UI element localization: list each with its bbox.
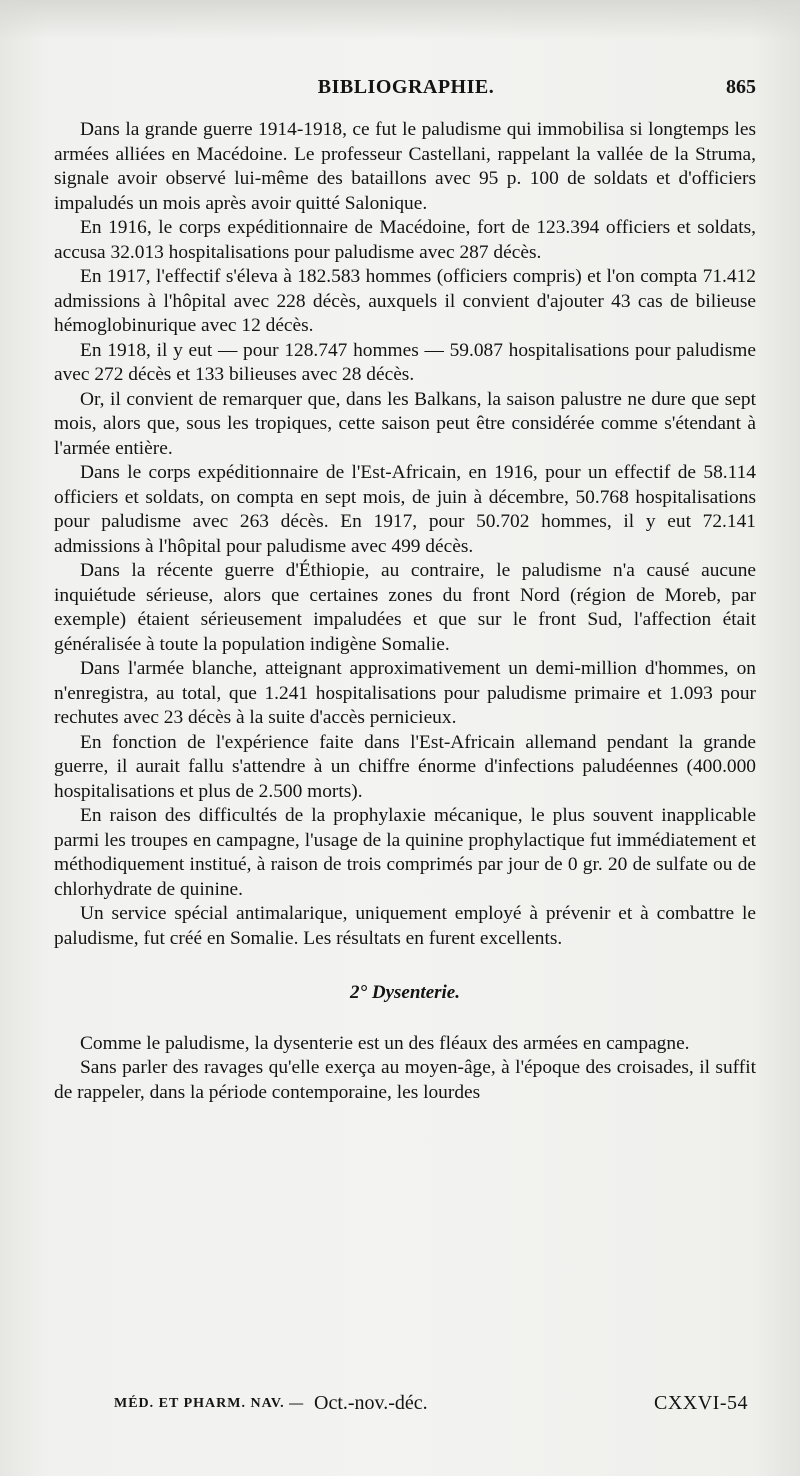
- paragraph: Sans parler des ravages qu'elle exerça au moyen-âge, à l'époque des croisades, il suffit de rappeler, dans la période contemporaine, les lourdes: [54, 1057, 756, 1103]
- issue-period: Oct.-nov.-déc.: [314, 1392, 428, 1414]
- running-title: BIBLIOGRAPHIE.: [317, 76, 495, 98]
- page-top-shadow: [0, 0, 800, 40]
- paragraph: Or, il convient de remarquer que, dans les Balkans, la saison palustre ne dure que sept mois, alors que, sous les tropiques, cette saison peut être considérée comme s'étendant à l'armée entière.: [54, 388, 756, 459]
- section-title: 2° Dysenterie.: [350, 982, 460, 1003]
- page-body: [54, 118, 756, 1105]
- paragraph: En raison des difficultés de la prophylaxie mécanique, le plus souvent inapplicable parmi les troupes en campagne, l'usage de la quinine prophylactique fut immédiatement et méthodiquement institué, à raison de trois comprimés par jour de 0 gr. 20 de sulfate ou de chlorhydrate de quinine.: [54, 805, 756, 900]
- journal-abbreviation: MÉD. ET PHARM. NAV. —: [114, 1396, 305, 1411]
- page-footer: [114, 1392, 756, 1422]
- paragraph: Dans la récente guerre d'Éthiopie, au contraire, le paludisme n'a causé aucune inquiétude sérieuse, alors que certaines zones du front Nord (région de Moreb, par exemple) étaient sérieusement impaludées et que sur le front Sud, l'affection était généralisée à toute la population indigène Somalie.: [54, 560, 756, 655]
- paragraph: En 1917, l'effectif s'éleva à 182.583 hommes (officiers compris) et l'on compta 71.412 admissions à l'hôpital avec 228 décès, auxquels il convient d'ajouter 43 cas de bilieuse hémoglobinurique avec 12 décès.: [54, 266, 756, 336]
- paragraph: Un service spécial antimalarique, uniquement employé à prévenir et à combattre le paludisme, fut créé en Somalie. Les résultats en furent excellents.: [54, 903, 756, 949]
- page-header: [56, 76, 756, 106]
- paragraph: En 1918, il y eut — pour 128.747 hommes — 59.087 hospitalisations pour paludisme avec 272 décès et 133 bilieuses avec 28 décès.: [54, 339, 756, 385]
- volume-number: CXXVI-54: [654, 1392, 748, 1414]
- paragraph: En fonction de l'expérience faite dans l'Est-Africain allemand pendant la grande guerre, il aurait fallu s'attendre à un chiffre énorme d'infections paludéennes (400.000 hospitalisations et plus de 2.500 morts).: [54, 731, 756, 802]
- page-number: 865: [726, 76, 756, 98]
- paragraph: Dans le corps expéditionnaire de l'Est-Africain, en 1916, pour un effectif de 58.114 officiers et soldats, on compta en sept mois, de juin à décembre, 50.768 hospitalisations pour paludisme avec 263 décès. En 1917, pour 50.702 hommes, il y eut 72.141 admissions à l'hôpital pour paludisme avec 499 décès.: [54, 462, 756, 557]
- paragraph: Dans la grande guerre 1914-1918, ce fut le paludisme qui immobilisa si longtemps les armées alliées en Macédoine. Le professeur Castellani, rappelant la vallée de la Struma, signale avoir observé lui-même des bataillons avec 95 p. 100 de soldats et d'officiers impaludés un mois après avoir quitté Salonique.: [54, 119, 756, 214]
- paragraph: Comme le paludisme, la dysenterie est un des fléaux des armées en campagne.: [80, 1032, 690, 1054]
- paragraph: En 1916, le corps expéditionnaire de Macédoine, fort de 123.394 officiers et soldats, accusa 32.013 hospitalisations pour paludisme avec 287 décès.: [54, 217, 756, 263]
- paragraph: Dans l'armée blanche, atteignant approximativement un demi-million d'hommes, on n'enregistra, au total, que 1.241 hospitalisations pour paludisme primaire et 1.093 pour rechutes avec 23 décès à la suite d'accès pernicieux.: [54, 658, 756, 728]
